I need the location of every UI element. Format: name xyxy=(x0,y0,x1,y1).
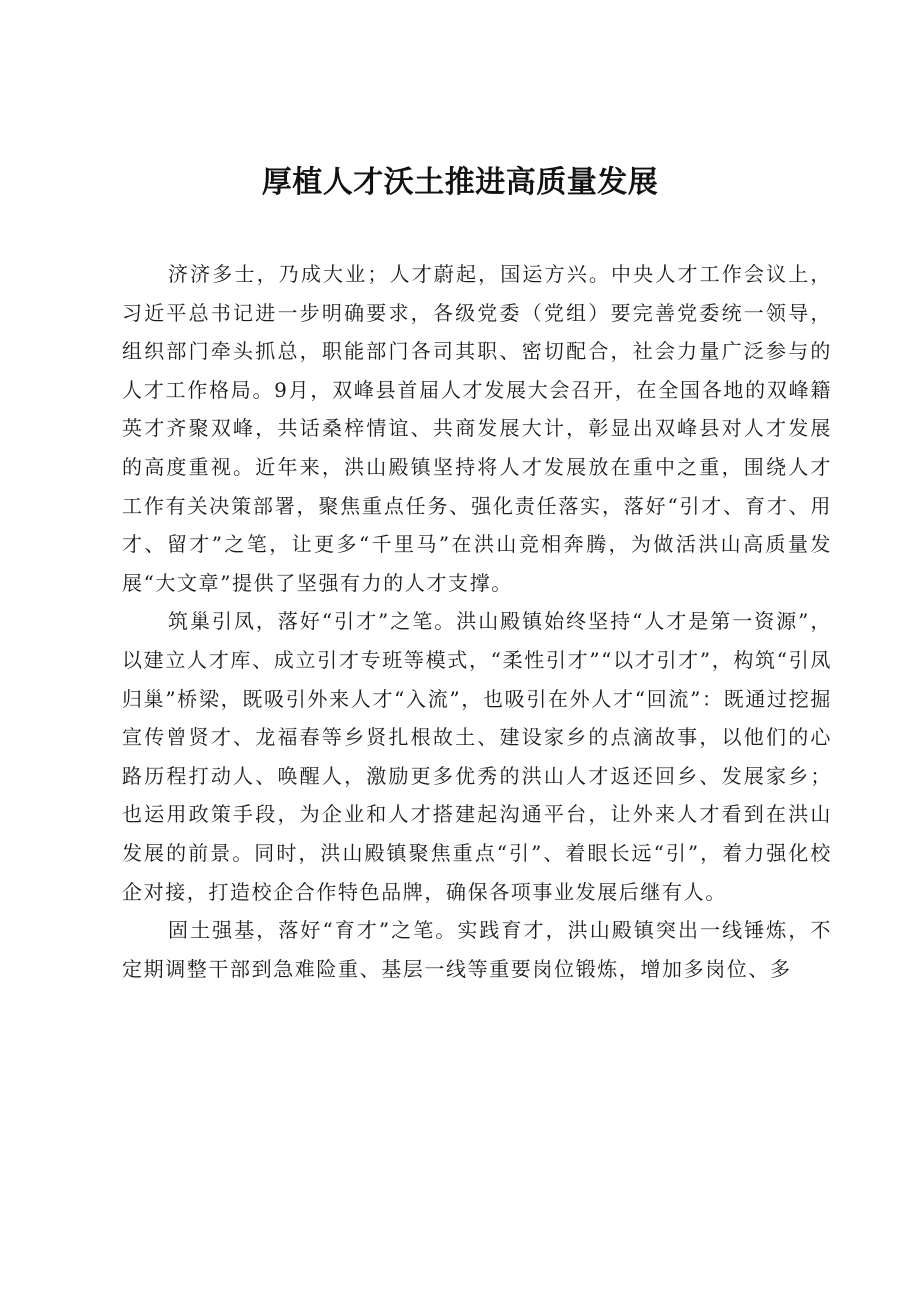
paragraph-attract-talent: 筑巢引凤，落好“引才”之笔。洪山殿镇始终坚持“人才是第一资源”，以建立人才库、成立引才专班等模式，“柔性引才”“以才引才”，构筑“引凤归巢”桥梁，既吸引外来人才“入流”，也吸引在外人才“回流”：既通过挖掘宣传曾贤才、龙福春等乡贤扎根故土、建设家乡的点滴故事，以他们的心路历程打动人、唤醒人，激励更多优秀的洪山人才返还回乡、发展家乡；也运用政策手段，为企业和人才搭建起沟通平台，让外来人才看到在洪山发展的前景。同时，洪山殿镇聚焦重点“引”、着眼长远“引”，着力强化校企对接，打造校企合作特色品牌，确保各项事业发展后继有人。 xyxy=(122,609,832,904)
paragraph-cultivate-talent: 固土强基，落好“育才”之笔。实践育才，洪山殿镇突出一线锤炼，不定期调整干部到急难险重、基层一线等重要岗位锻炼，增加多岗位、多 xyxy=(122,918,832,981)
document-title: 厚植人才沃土推进高质量发展 xyxy=(261,165,659,200)
document-body xyxy=(122,255,832,988)
paragraph-intro: 济济多士，乃成大业；人才蔚起，国运方兴。中央人才工作会议上，习近平总书记进一步明确要求，各级党委（党组）要完善党委统一领导，组织部门牵头抓总，职能部门各司其职、密切配合，社会力量广泛参与的人才工作格局。9月，双峰县首届人才发展大会召开，在全国各地的双峰籍英才齐聚双峰，共话桑梓情谊、共商发展大计，彰显出双峰县对人才发展的高度重视。近年来，洪山殿镇坚持将人才发展放在重中之重，围绕人才工作有关决策部署，聚焦重点任务、强化责任落实，落好“引才、育才、用才、留才”之笔，让更多“千里马”在洪山竞相奔腾，为做活洪山高质量发展“大文章”提供了坚强有力的人才支撑。 xyxy=(122,262,832,595)
